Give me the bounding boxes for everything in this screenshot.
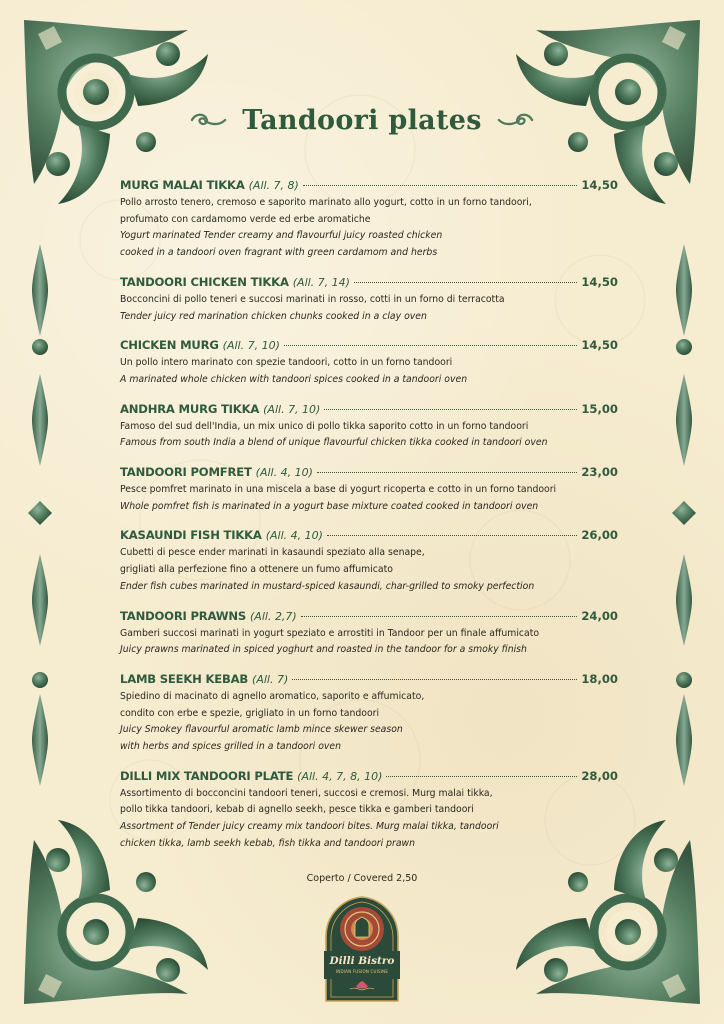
menu-list [120,178,618,866]
dotted-leader [386,776,577,777]
description-english: Juicy Smokey flavourful aromatic lamb mince skewer season [120,724,403,736]
dotted-leader [324,409,577,410]
allergen-info: (All. 7, 10) [222,339,280,353]
description-italian: Spiedino di macinato di agnello aromatico, saporito e affumicato, [120,690,425,702]
dotted-leader [284,345,577,346]
swirl-ornament-left-icon [190,112,228,128]
description-english: Famous from south India a blend of unique flavourful chicken tikka cooked in tandoori oven [120,437,548,449]
description-english: Assortment of Tender juicy creamy mix tandoori bites. Murg malai tikka, tandoori [120,821,499,833]
description-italian: Famoso del sud dell'India, un mix unico di pollo tikka saporito cotto in un forno tandoori [120,420,529,432]
menu-item-dilli-mix-tandoori-plate [120,769,618,853]
menu-item-header [120,528,618,545]
dish-name: DILLI MIX TANDOORI PLATE [120,768,294,783]
menu-item-tandoori-chicken-tikka [120,275,618,325]
dish-price: 14,50 [581,178,618,192]
menu-item-chicken-murg [120,338,618,388]
dish-name: ANDHRA MURG TIKKA [120,401,260,416]
dotted-leader [292,679,577,680]
dish-price: 14,50 [581,274,618,289]
menu-item-header [120,275,618,292]
menu-item-andhra-murg-tikka [120,402,618,452]
description-italian: Pesce pomfret marinato in una miscela a base di yogurt ricoperta e cotto in un forno tandoori [120,484,557,496]
menu-item-murg-malai-tikka [120,178,618,262]
dish-name: TANDOORI CHICKEN TIKKA [120,274,289,289]
dish-name: MURG MALAI TIKKA [120,178,245,192]
description-english: cooked in a tandoori oven fragrant with green cardamom and herbs [120,247,438,259]
allergen-info: (All. 4, 7, 8, 10) [297,769,383,783]
dish-name: CHICKEN MURG [120,338,219,353]
dish-price: 24,00 [581,608,618,623]
description-italian: condito con erbe e spezie, grigliato in un forno tandoori [120,707,380,719]
page-title: Tandoori plates [242,104,482,136]
description-english: Whole pomfret fish is marinated in a yogurt base mixture coated cooked in tandoori oven [120,500,539,512]
menu-item-header [120,178,618,195]
dotted-leader [327,535,577,536]
description-italian: Gamberi succosi marinati in yogurt speziato e arrostiti in Tandoor per un finale affumicato [120,627,540,639]
dotted-leader [354,282,577,283]
description-english: Ender fish cubes marinated in mustard-spiced kasaundi, char-grilled to smoky perfection [120,580,535,592]
dish-price: 14,50 [581,338,618,353]
description-english: Yogurt marinated Tender creamy and flavourful juicy roasted chicken [120,230,443,242]
description-english: Tender juicy red marination chicken chunks cooked in a clay oven [120,310,427,322]
allergen-info: (All. 4, 10) [255,466,313,480]
description-italian: profumato con cardamomo verde ed erbe aromatiche [120,213,371,225]
description-italian: Bocconcini di pollo teneri e succosi marinati in rosso, cotti in un forno di terracotta [120,293,505,305]
dish-price: 15,00 [581,401,618,416]
dotted-leader [317,472,577,473]
menu-item-header [120,338,618,355]
allergen-info: (All. 7, 14) [292,275,350,289]
description-italian: Un pollo intero marinato con spezie tandoori, cotto in un forno tandoori [120,357,453,369]
allergen-info: (All. 4, 10) [265,529,323,543]
description-english: Juicy prawns marinated in spiced yoghurt and roasted in the tandoor for a smoky finish [120,644,527,656]
dish-price: 23,00 [581,465,618,480]
dotted-leader [303,185,577,186]
description-italian: pollo tikka tandoori, kebab di agnello seekh, pesce tikka e gamberi tandoori [120,804,474,816]
logo-emblem-icon [320,893,404,1003]
dish-price: 28,00 [581,768,618,783]
menu-item-lamb-seekh-kebab [120,672,618,756]
dish-name: TANDOORI POMFRET [120,465,252,480]
restaurant-logo [320,893,404,1003]
swirl-ornament-right-icon [496,112,534,128]
menu-item-kasaundi-fish-tikka [120,528,618,595]
description-english: A marinated whole chicken with tandoori spices cooked in a tandoori oven [120,373,468,385]
cover-charge-note: Coperto / Covered 2,50 [306,873,418,884]
dish-price: 18,00 [581,671,618,686]
title-row [0,100,724,140]
description-italian: grigliati alla perfezione fino a ottenere un fumo affumicato [120,564,393,576]
logo-tagline: INDIAN FUSION CUISINE [335,969,389,974]
description-italian: Assortimento di bocconcini tandoori teneri, succosi e cremosi. Murg malai tikka, [120,787,493,799]
dish-price: 26,00 [581,528,618,543]
menu-item-header [120,769,618,786]
menu-item-header [120,465,618,482]
menu-item-header [120,402,618,419]
dish-name: KASAUNDI FISH TIKKA [120,528,262,543]
dotted-leader [301,616,578,617]
allergen-info: (All. 7, 8) [248,179,299,192]
allergen-info: (All. 2,7) [250,609,297,623]
menu-item-tandoori-pomfret [120,465,618,515]
allergen-info: (All. 7) [252,672,289,686]
menu-item-header [120,609,618,626]
menu-item-tandoori-prawns [120,609,618,659]
dish-name: TANDOORI PRAWNS [120,608,247,623]
description-english: chicken tikka, lamb seekh kebab, fish tikka and tandoori prawn [120,837,416,849]
dish-name: LAMB SEEKH KEBAB [120,671,249,686]
description-italian: Cubetti di pesce ender marinati in kasaundi speziato alla senape, [120,547,425,559]
logo-name: Dilli Bistro [329,955,395,967]
allergen-info: (All. 7, 10) [263,402,321,416]
description-italian: Pollo arrosto tenero, cremoso e saporito marinato allo yogurt, cotto in un forno tandoori, [120,197,532,208]
menu-item-header [120,672,618,689]
description-english: with herbs and spices grilled in a tandoori oven [120,741,342,753]
